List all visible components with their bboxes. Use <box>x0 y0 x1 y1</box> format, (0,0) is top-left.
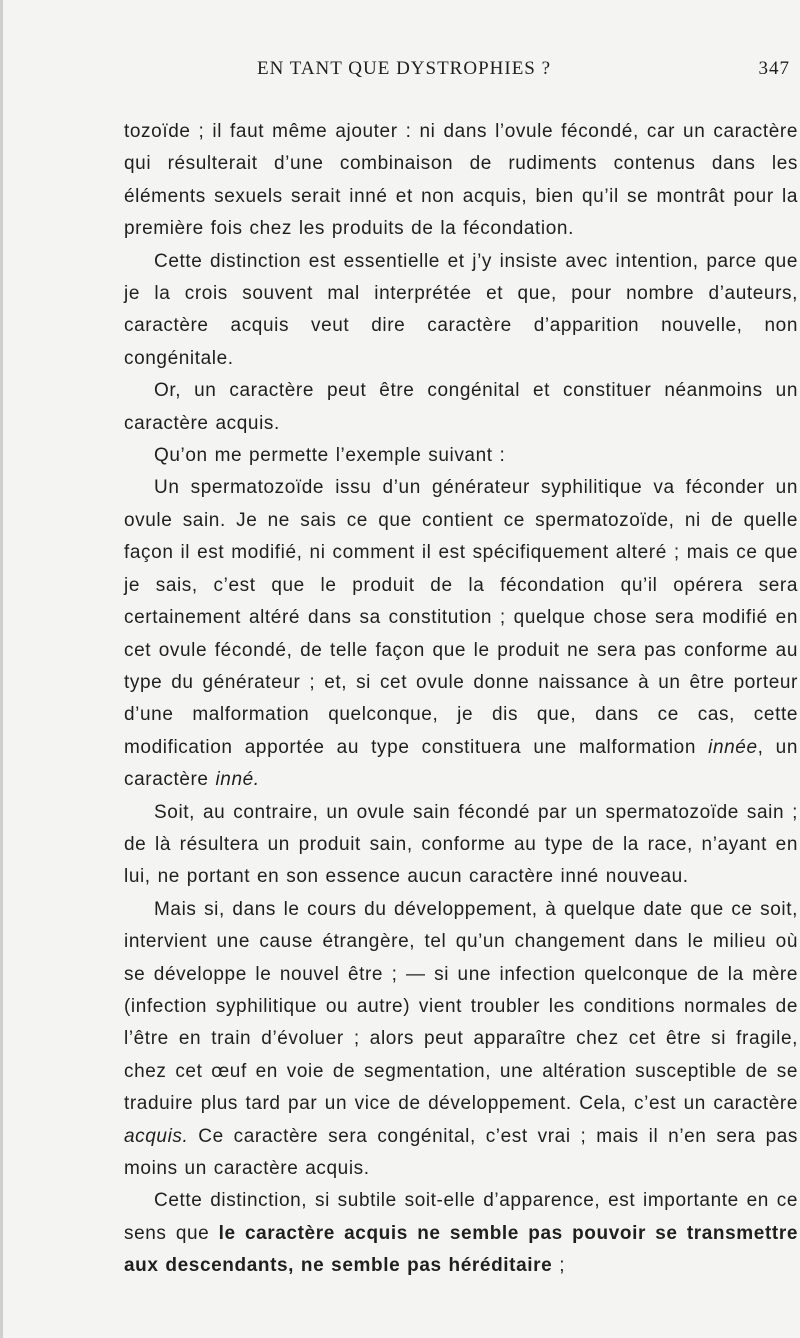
text-run: tozoïde ; il faut même ajouter : ni dans l’ovule fécondé, car un caractère qui résulterait d’une combinaison de rudiments contenus dans les éléments sexuels serait inné et non acquis, bien qu’il se montrât pour la première fois chez les produits de la fécondation. <box>124 121 798 240</box>
text-run: Soit, au contraire, un ovule sain fécondé par un spermatozoïde sain ; de là résultera un produit sain, conforme au type de la race, n’ayant en lui, ne portant en son essence aucun caractère inné nouveau. <box>124 801 798 888</box>
body-text <box>124 116 798 1283</box>
page-header <box>124 58 798 88</box>
text-italic: acquis. <box>124 1125 189 1147</box>
paragraph <box>124 116 798 246</box>
text-run: Ce caractère sera congénital, c’est vrai ; mais il n’en sera pas moins un caractère acquis. <box>124 1125 798 1179</box>
text-run: Mais si, dans le cours du développement, à quelque date que ce soit, intervient une cause étrangère, tel qu’un changement dans le milieu où se développe le nouvel être ; — si une infection quelconque de la mère (infection syphilitique ou autre) vient troubler les conditions normales de l’être en train d’évoluer ; alors peut apparaître chez cet être si fragile, chez cet œuf en voie de segmentation, une altération susceptible de se traduire plus tard par un vice de développement. Cela, c’est un caractère <box>124 898 798 1115</box>
text-run: Cette distinction est essentielle et j’y insiste avec intention, parce que je la crois souvent mal interprétée et que, pour nombre d’auteurs, caractère acquis veut dire caractère d’apparition nouvelle, non congénitale. <box>124 250 798 369</box>
paragraph <box>124 797 798 894</box>
text-run: Cette distinction, si subtile soit-elle d’apparence, est importante en ce sens que <box>124 1190 798 1244</box>
text-run: Qu’on me permette l’exemple suivant : <box>154 445 506 467</box>
text-italic: inné. <box>215 769 260 791</box>
paragraph <box>124 894 798 1186</box>
page-edge-shadow <box>0 0 3 1338</box>
running-title: EN TANT QUE DYSTROPHIES ? <box>257 58 552 79</box>
text-run: , un caractère <box>124 736 799 791</box>
text-run: Or, un caractère peut être congénital et constituer néanmoins un caractère acquis. <box>124 380 798 434</box>
text-run: Un spermatozoïde issu d’un générateur syphilitique va féconder un ovule sain. Je ne sais ce que contient ce spermatozoïde, ni de quelle façon il est modifié, ni comment il est spécifiquement alteré ; mais ce que je sais, c’est que le produit de la fécondation qu’il opérera sera certainement altéré dans sa constitution ; quelque chose sera modifié en cet ovule fécondé, de telle façon que le produit ne sera pas conforme au type du générateur ; et, si cet ovule donne naissance à un être porteur d’une malformation quelconque, je dis que, dans ce cas, cette modification apportée au type constituera une malformation <box>124 477 798 758</box>
text-run: ; <box>552 1255 566 1277</box>
paragraph <box>124 472 798 796</box>
paragraph <box>124 440 798 472</box>
text-bold: le caractère acquis ne semble pas pouvoir se transmettre aux descendants, ne semble pas héréditaire <box>124 1222 798 1277</box>
text-italic: innée <box>708 736 758 758</box>
paragraph <box>124 246 798 376</box>
paragraph <box>124 375 798 440</box>
page-number: 347 <box>758 58 790 79</box>
paragraph <box>124 1185 798 1282</box>
